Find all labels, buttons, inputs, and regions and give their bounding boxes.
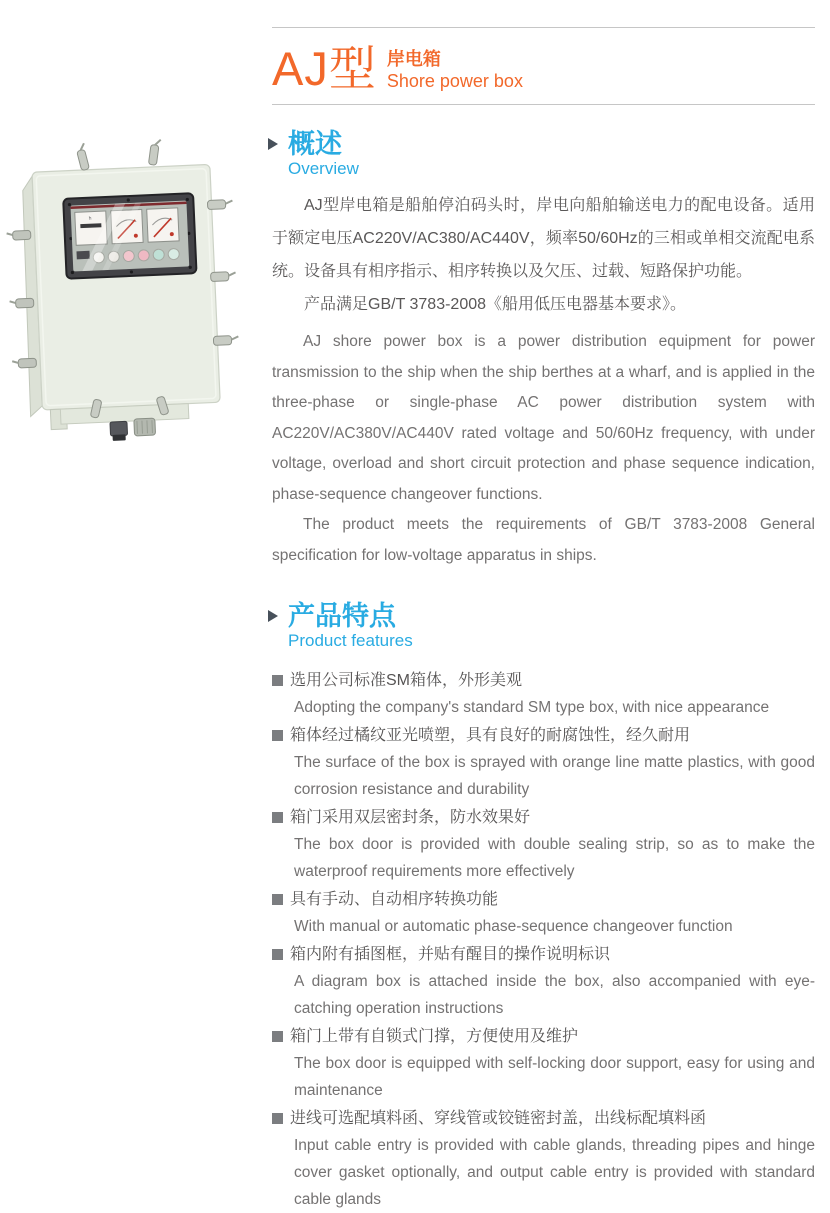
product-title-en: Shore power box [386,71,523,91]
features-heading-cn: 产品特点 [288,601,396,631]
latch-icon [207,199,232,209]
feature-item [272,1023,815,1104]
feature-item [272,1105,815,1213]
latch-icon [7,230,31,240]
latch-icon [75,143,90,170]
feature-item [272,941,815,1022]
feature-en: A diagram box is attached inside the box, also accompanied with eye-catching operation instructions [294,973,815,1017]
section-overview [272,129,815,571]
content-column [272,0,815,1213]
feature-cn: 箱体经过橘纹亚光喷塑，具有良好的耐腐蚀性，经久耐用 [290,727,691,744]
overview-heading-en: Overview [288,159,359,178]
latch-icon [10,298,34,308]
indicator-light [153,249,164,260]
feature-en: Input cable entry is provided with cable glands, threading pipes and hinge cover gasket optionally, and output cable entry is provided with standard cable glands [294,1137,815,1208]
svg-text:h: h [88,215,92,222]
feature-en: Adopting the company's standard SM type box, with nice appearance [294,699,770,716]
indicator-light [123,250,134,261]
panel-label [76,251,89,260]
feature-cn: 箱内附有插图框，并贴有醒目的操作说明标识 [290,946,611,963]
features-heading [268,601,815,651]
section-product-features [272,601,815,1213]
feature-item [272,722,815,803]
overview-heading [268,129,815,179]
square-bullet-icon [272,1031,283,1042]
product-title-cn: 岸电箱 [386,49,441,69]
product-photo [6,148,256,468]
section-arrow-icon [268,138,278,150]
instrument-panel [63,193,196,279]
indicator-light [168,248,179,259]
section-arrow-icon [268,610,278,622]
square-bullet-icon [272,675,283,686]
latch-icon [12,358,36,368]
feature-en: The box door is equipped with self-locking door support, easy for using and maintenance [294,1055,815,1099]
square-bullet-icon [272,949,283,960]
feature-en: With manual or automatic phase-sequence changeover function [294,918,733,935]
cable-gland-dark [110,421,128,441]
latch-icon [148,139,160,166]
indicator-light [138,250,149,261]
meter-gauge-2 [147,208,179,242]
overview-paragraph-en: AJ shore power box is a power distribution equipment for power transmission to the ship when the ship berthes at a wharf, and is applied in the three-phase or single-phase AC power distribution system with AC220V/AC380V/AC440V rated voltage and 50/60Hz frequency, with under voltage, overload and short circuit protection and phase sequence indication, phase-sequence changeover functions. [272,333,815,503]
product-model: AJ型 [272,42,377,95]
latch-icon [211,271,236,281]
square-bullet-icon [272,1113,283,1124]
feature-cn: 选用公司标准SM箱体，外形美观 [290,672,523,689]
feature-cn: 箱门上带有自锁式门撑，方便使用及维护 [290,1028,579,1045]
feature-item [272,667,815,721]
cable-gland-metal [134,418,156,436]
feature-list [272,667,815,1213]
feature-en: The surface of the box is sprayed with orange line matte plastics, with good corrosion resistance and durability [294,754,815,798]
square-bullet-icon [272,894,283,905]
overview-paragraph-en: The product meets the requirements of GB/T 3783-2008 General specification for low-voltage apparatus in ships. [272,516,815,564]
features-heading-en: Product features [288,631,413,650]
feature-en: The box door is provided with double sealing strip, so as to make the waterproof requirements more effectively [294,836,815,880]
feature-cn: 箱门采用双层密封条，防水效果好 [290,809,531,826]
latch-icon [213,335,238,345]
product-photo-illustration [6,148,256,468]
product-title-block [272,28,815,104]
header-rule-bottom [272,104,815,105]
feature-cn: 具有手动、自动相序转换功能 [290,891,499,908]
square-bullet-icon [272,812,283,823]
page-header [272,27,815,105]
overview-heading-cn: 概述 [288,129,342,159]
feature-cn: 进线可选配填料函、穿线管或铰链密封盖，出线标配填料函 [290,1110,707,1127]
overview-paragraph-cn: AJ型岸电箱是船舶停泊码头时，岸电向船舶输送电力的配电设备。适用于额定电压AC220V/AC380/AC440V，频率50/60Hz的三相或单相交流配电系统。设备具有相序指示、相序转换以及欠压、过载、短路保护功能。 [272,197,815,280]
feature-item [272,804,815,885]
square-bullet-icon [272,730,283,741]
overview-paragraph-cn: 产品满足GB/T 3783-2008《船用低压电器基本要求》。 [304,296,687,313]
feature-item [272,886,815,940]
